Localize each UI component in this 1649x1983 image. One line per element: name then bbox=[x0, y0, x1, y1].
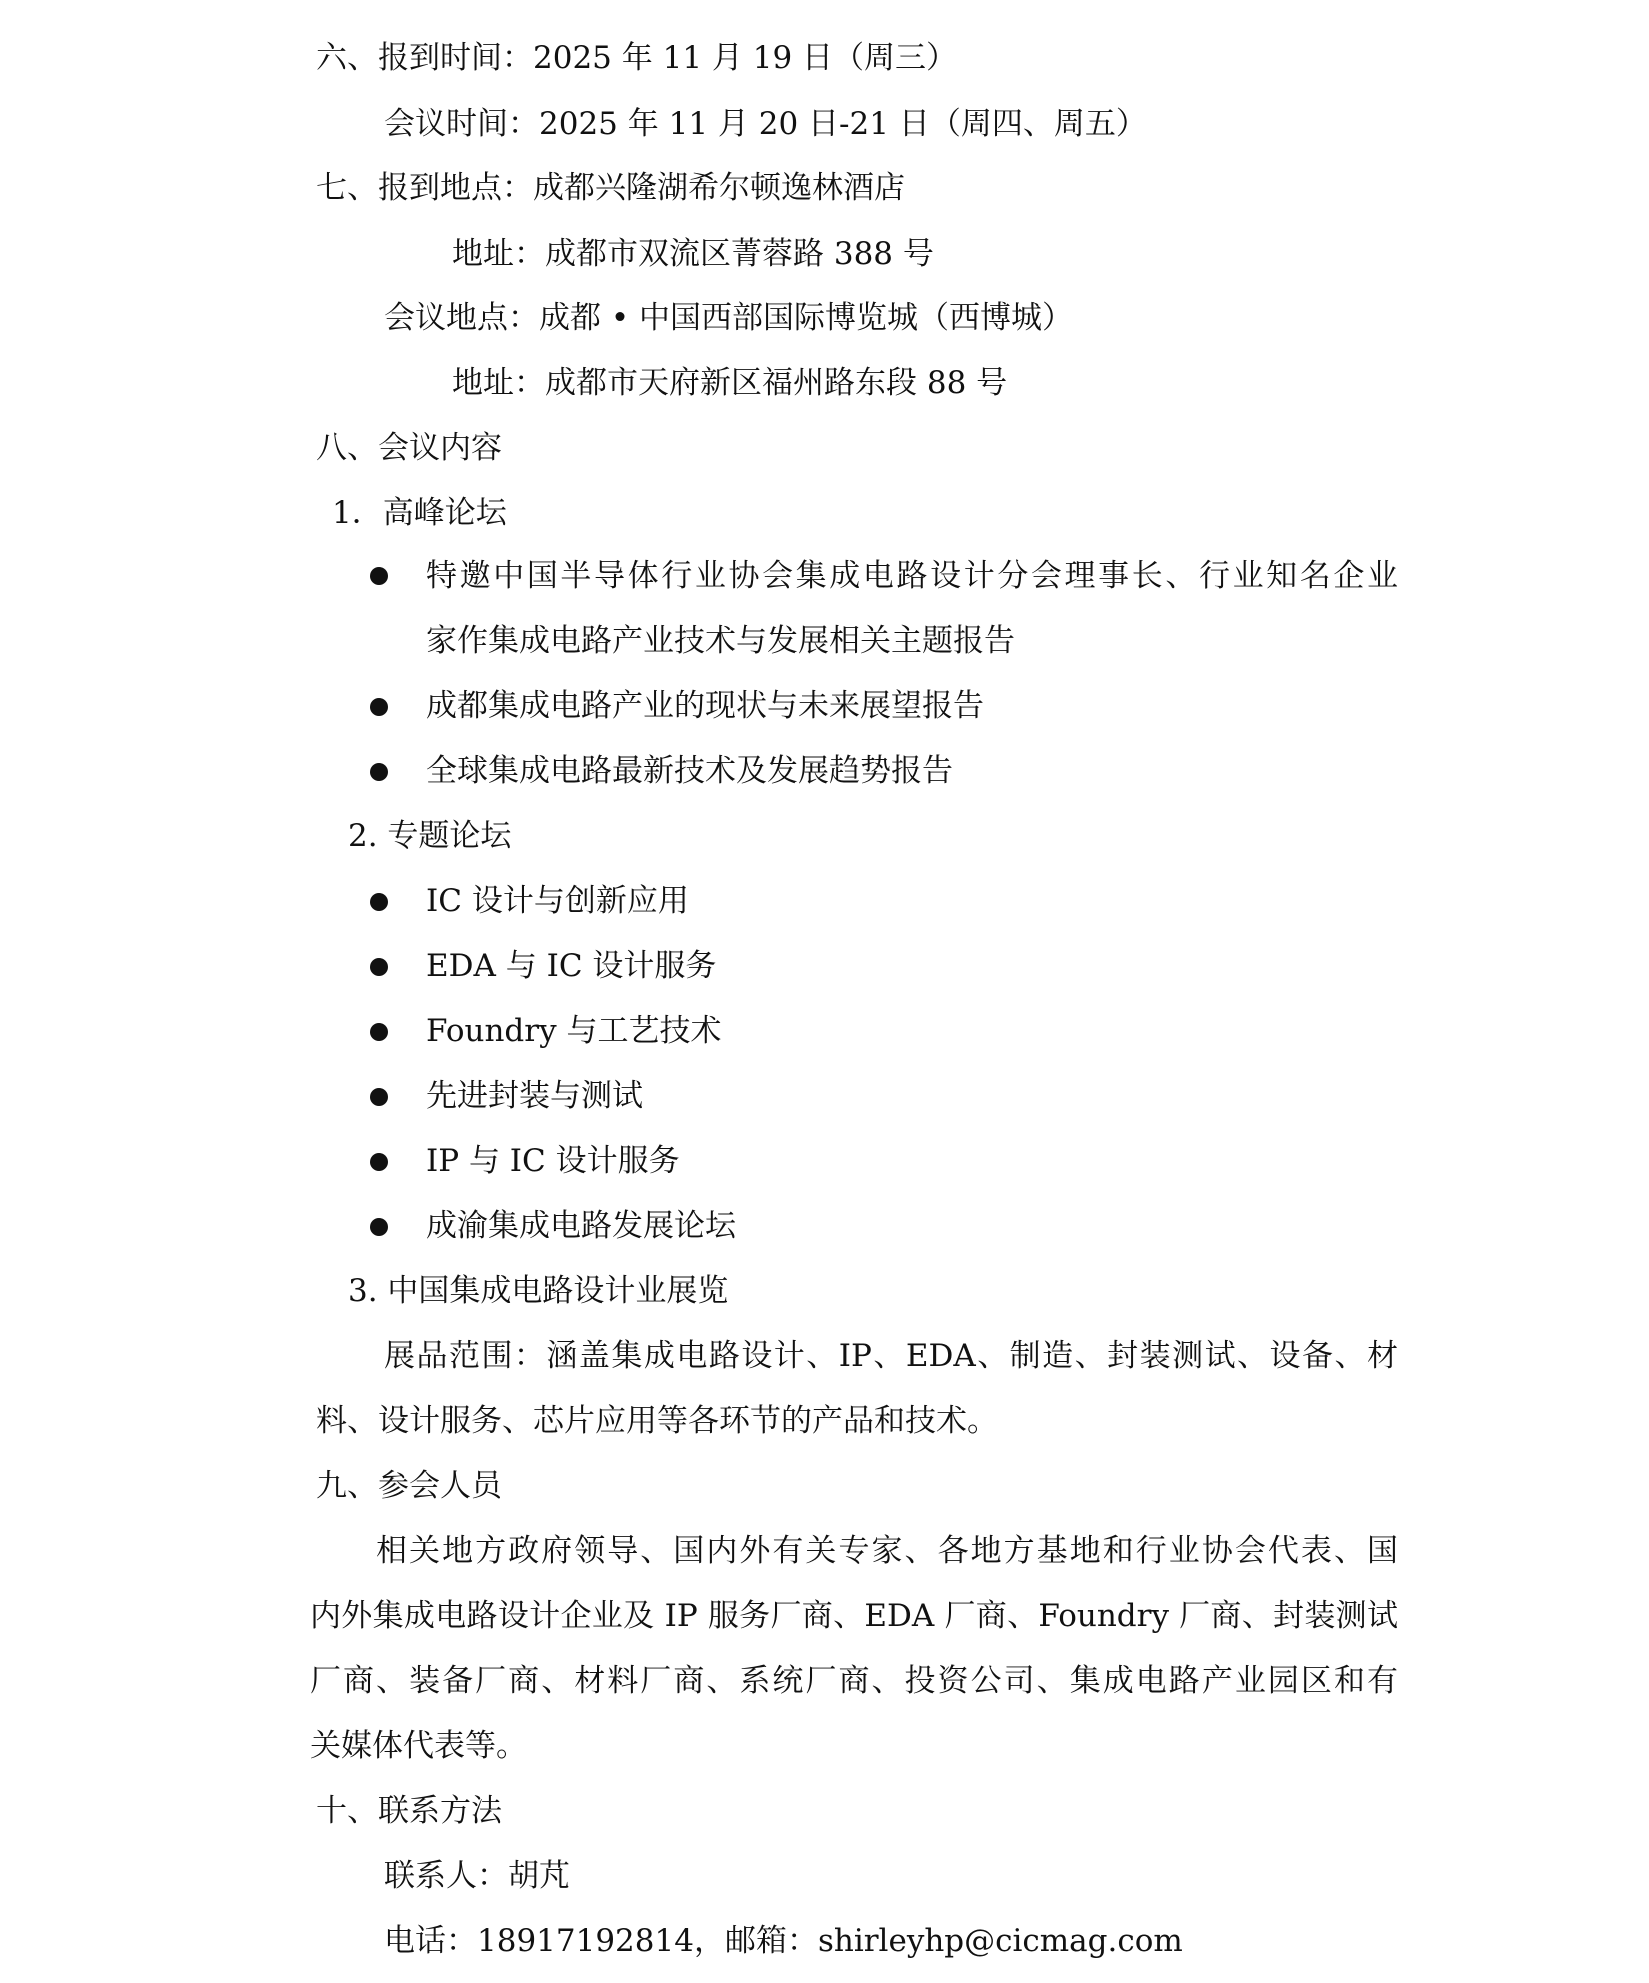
report-time-line: 六、报到时间：2025 年 11 月 19 日（周三） bbox=[316, 40, 958, 76]
report-address-line: 地址：成都市双流区菁蓉路 388 号 bbox=[452, 236, 934, 272]
subsection-heading-exhibition: 3. 中国集成电路设计业展览 bbox=[348, 1273, 729, 1309]
meeting-location-line: 会议地点：成都 • 中国西部国际博览城（西博城） bbox=[384, 300, 1073, 336]
list-item: 成都集成电路产业的现状与未来展望报告 bbox=[426, 688, 984, 724]
bullet-icon bbox=[370, 698, 388, 716]
attendees-paragraph-line: 内外集成电路设计企业及 IP 服务厂商、EDA 厂商、Foundry 厂商、封装测试 bbox=[310, 1598, 1398, 1634]
list-item: 先进封装与测试 bbox=[426, 1078, 643, 1114]
bullet-icon bbox=[370, 763, 388, 781]
bullet-icon bbox=[370, 958, 388, 976]
attendees-paragraph-line: 相关地方政府领导、国内外有关专家、各地方基地和行业协会代表、国 bbox=[376, 1533, 1398, 1569]
report-location-line: 七、报到地点：成都兴隆湖希尔顿逸林酒店 bbox=[316, 170, 905, 206]
bullet-icon bbox=[370, 567, 388, 585]
bullet-icon bbox=[370, 893, 388, 911]
list-item: 全球集成电路最新技术及发展趋势报告 bbox=[426, 753, 953, 789]
exhibition-scope-line: 料、设计服务、芯片应用等各环节的产品和技术。 bbox=[316, 1403, 998, 1439]
list-item: Foundry 与工艺技术 bbox=[426, 1013, 722, 1049]
bullet-icon bbox=[370, 1153, 388, 1171]
list-item: 特邀中国半导体行业协会集成电路设计分会理事长、行业知名企业 bbox=[426, 558, 1398, 594]
list-item: 成渝集成电路发展论坛 bbox=[426, 1208, 736, 1244]
list-item: IC 设计与创新应用 bbox=[426, 883, 689, 919]
bullet-icon bbox=[370, 1218, 388, 1236]
contact-person: 联系人：胡芃 bbox=[384, 1858, 570, 1894]
attendees-paragraph-line: 关媒体代表等。 bbox=[310, 1728, 527, 1764]
list-item-continuation: 家作集成电路产业技术与发展相关主题报告 bbox=[426, 623, 1015, 659]
exhibition-scope-line: 展品范围：涵盖集成电路设计、IP、EDA、制造、封装测试、设备、材 bbox=[384, 1338, 1398, 1374]
list-item: EDA 与 IC 设计服务 bbox=[426, 948, 717, 984]
attendees-paragraph-line: 厂商、装备厂商、材料厂商、系统厂商、投资公司、集成电路产业园区和有 bbox=[310, 1663, 1398, 1699]
meeting-address-line: 地址：成都市天府新区福州路东段 88 号 bbox=[452, 365, 1008, 401]
section-heading-content: 八、会议内容 bbox=[316, 430, 502, 466]
list-item: IP 与 IC 设计服务 bbox=[426, 1143, 680, 1179]
bullet-icon bbox=[370, 1088, 388, 1106]
section-heading-contact: 十、联系方法 bbox=[316, 1793, 502, 1829]
contact-phone-email: 电话：18917192814，邮箱：shirleyhp@cicmag.com bbox=[384, 1923, 1183, 1959]
bullet-icon bbox=[370, 1023, 388, 1041]
meeting-time-line: 会议时间：2025 年 11 月 20 日-21 日（周四、周五） bbox=[384, 106, 1147, 142]
subsection-heading-forums: 2. 专题论坛 bbox=[348, 818, 512, 854]
section-heading-attendees: 九、参会人员 bbox=[316, 1468, 502, 1504]
subsection-heading-summit: 1．高峰论坛 bbox=[332, 495, 507, 531]
